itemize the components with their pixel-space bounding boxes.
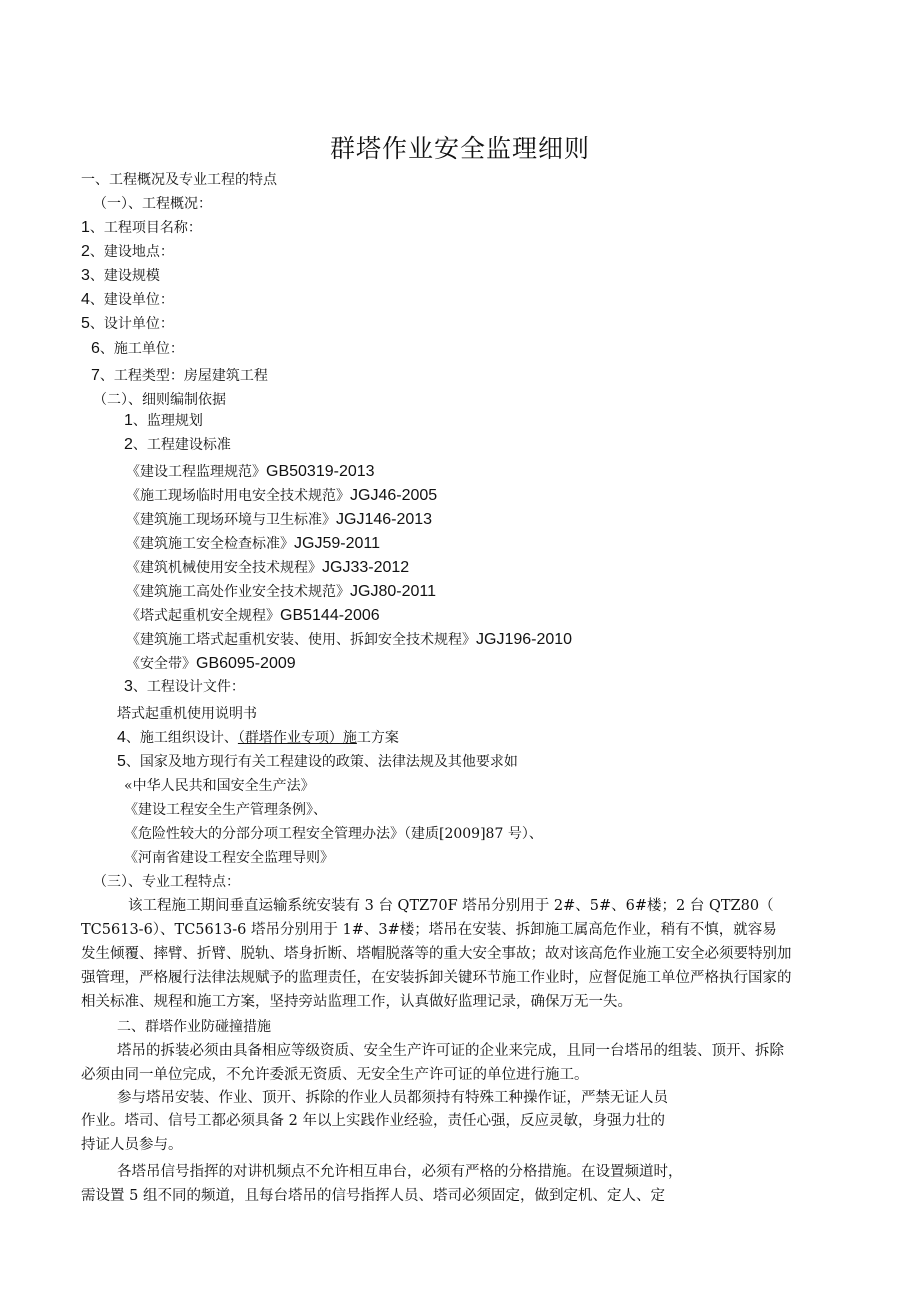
standard-name: 《安全带》 xyxy=(126,656,196,672)
basis-item-number: 5 xyxy=(117,753,126,770)
feature-line: 相关标准、规程和施工方案，坚持旁站监理工作，认真做好监理记录，确保万无一失。 xyxy=(81,994,632,1010)
overview-item-number: 3 xyxy=(81,267,90,284)
overview-item xyxy=(81,314,174,334)
standard-item xyxy=(126,558,409,578)
basis-item-text: 、工程设计文件： xyxy=(132,679,245,695)
paragraph-line: 塔吊的拆装必须由具备相应等级资质、安全生产许可证的企业来完成，且同一台塔吊的组装、顶开、拆除 xyxy=(117,1043,784,1059)
basis-item-text: 、监理规划 xyxy=(132,413,203,429)
overview-item xyxy=(91,339,184,359)
subsection-2-heading: （二）、细则编制依据 xyxy=(93,392,226,408)
feature-line: TC5613-6）、TC5613-6 塔吊分别用于 1#、3#楼；塔吊在安装、拆卸施工属高危作业，稍有不慎，就容易 xyxy=(81,922,777,938)
law-item: 《危险性较大的分部分项工程安全管理办法》（建质[2009]87 号）、 xyxy=(124,826,543,842)
overview-item-text: 、建设单位： xyxy=(89,292,174,308)
overview-item-text: 、工程类型：房屋建筑工程 xyxy=(99,368,268,384)
overview-item-number: 4 xyxy=(81,291,90,308)
basis-item-text: 、工程建设标准 xyxy=(132,437,231,453)
standard-item xyxy=(126,606,380,626)
overview-item xyxy=(81,218,202,238)
law-item: «中华人民共和国安全生产法》 xyxy=(124,778,315,794)
overview-item xyxy=(81,266,160,286)
basis-item-number: 2 xyxy=(124,436,133,453)
basis-item-number: 4 xyxy=(117,729,126,746)
section-1-heading: 一、工程概况及专业工程的特点 xyxy=(81,172,277,188)
law-item: 《建设工程安全生产管理条例》、 xyxy=(124,802,327,818)
basis-item xyxy=(124,411,203,431)
standard-name: 《建筑施工高处作业安全技术规范》 xyxy=(126,584,350,600)
paragraph-line: 需设置 5 组不同的频道，且每台塔吊的信号指挥人员、塔司必须固定，做到定机、定人、定 xyxy=(81,1188,665,1204)
standard-name: 《建设工程监理规范》 xyxy=(126,464,266,480)
overview-item xyxy=(81,242,174,262)
overview-item-text: 、施工单位： xyxy=(99,341,184,357)
standard-code: GB5144-2006 xyxy=(280,607,380,624)
overview-item-number: 7 xyxy=(91,367,100,384)
basis-item xyxy=(117,752,518,772)
basis-item xyxy=(117,728,399,748)
subsection-1-heading: （一）、工程概况： xyxy=(93,196,212,212)
standard-name: 《建筑机械使用安全技术规程》 xyxy=(126,560,322,576)
standard-item xyxy=(126,486,437,506)
basis-item-text: 、国家及地方现行有关工程建设的政策、法律法规及其他要求如 xyxy=(125,754,518,770)
overview-item-number: 5 xyxy=(81,315,90,332)
standard-code: JGJ33-2012 xyxy=(322,559,410,576)
feature-line: 发生倾覆、摔臂、折臂、脱轨、塔身折断、塔帽脱落等的重大安全事故；故对该高危作业施工安全必须要特别加 xyxy=(81,946,792,962)
standard-name: 《建筑施工塔式起重机安装、使用、拆卸安全技术规程》 xyxy=(126,632,476,648)
standard-item xyxy=(126,534,380,554)
standard-item xyxy=(126,630,572,650)
basis-item xyxy=(124,435,231,455)
feature-line: 该工程施工期间垂直运输系统安装有 3 台 QTZ70F 塔吊分别用于 2#、5#、6#楼；2 台 QTZ80（ xyxy=(128,898,774,914)
section-2-heading: 二、群塔作业防碰撞措施 xyxy=(117,1019,271,1035)
overview-item-number: 2 xyxy=(81,243,90,260)
standard-name: 《建筑施工安全检查标准》 xyxy=(126,536,294,552)
document-title: 群塔作业安全监理细则 xyxy=(329,134,590,163)
standard-item xyxy=(126,510,432,530)
paragraph-line: 作业。塔司、信号工都必须具备 2 年以上实践作业经验，责任心强，反应灵敏，身强力壮的 xyxy=(81,1113,665,1129)
overview-item-text: 、工程项目名称： xyxy=(89,220,202,236)
basis-item-number: 3 xyxy=(124,678,133,695)
overview-item xyxy=(81,290,174,310)
basis-item-text: 、施工组织设计、 xyxy=(125,730,238,746)
feature-line: 强管理，严格履行法律法规赋予的监理责任，在安装拆卸关键环节施工作业时，应督促施工单位严格执行国家的 xyxy=(81,970,792,986)
paragraph-line: 必须由同一单位完成，不允许委派无资质、无安全生产许可证的单位进行施工。 xyxy=(81,1067,589,1083)
standard-name: 《施工现场临时用电安全技术规范》 xyxy=(126,488,350,504)
basis-item-number: 1 xyxy=(124,412,133,429)
overview-item-number: 6 xyxy=(91,340,100,357)
standard-item xyxy=(126,462,375,482)
overview-item-number: 1 xyxy=(81,219,90,236)
paragraph-line: 持证人员参与。 xyxy=(81,1137,183,1153)
paragraph-line: 各塔吊信号指挥的对讲机频点不允许相互串台，必须有严格的分格措施。在设置频道时， xyxy=(117,1164,683,1180)
paragraph-line: 参与塔吊安装、作业、顶开、拆除的作业人员都须持有特殊工种操作证，严禁无证人员 xyxy=(117,1090,668,1106)
law-item: 《河南省建设工程安全监理导则》 xyxy=(124,850,334,866)
design-document: 塔式起重机使用说明书 xyxy=(117,706,257,722)
basis-item xyxy=(124,677,245,697)
standard-item xyxy=(126,654,296,674)
standard-name: 《塔式起重机安全规程》 xyxy=(126,608,280,624)
overview-item xyxy=(91,366,268,386)
standard-code: JGJ196-2010 xyxy=(476,631,573,648)
overview-item-text: 、建设地点： xyxy=(89,244,174,260)
overview-item-text: 、建设规模 xyxy=(89,268,160,284)
standard-code: JGJ80-2011 xyxy=(350,583,436,600)
standard-code: GB50319-2013 xyxy=(266,463,375,480)
basis-item-text-tail: 工方案 xyxy=(356,730,399,746)
standard-code: JGJ59-2011 xyxy=(294,535,380,552)
standard-name: 《建筑施工现场环境与卫生标准》 xyxy=(126,512,336,528)
subsection-3-heading: （三）、专业工程特点： xyxy=(93,874,240,890)
standard-code: JGJ46-2005 xyxy=(350,487,438,504)
overview-item-text: 、设计单位： xyxy=(89,316,174,332)
standard-code: JGJ146-2013 xyxy=(336,511,433,528)
underlined-text: （群塔作业专项）施 xyxy=(237,730,357,746)
standard-code: GB6095-2009 xyxy=(196,655,296,672)
standard-item xyxy=(126,582,436,602)
